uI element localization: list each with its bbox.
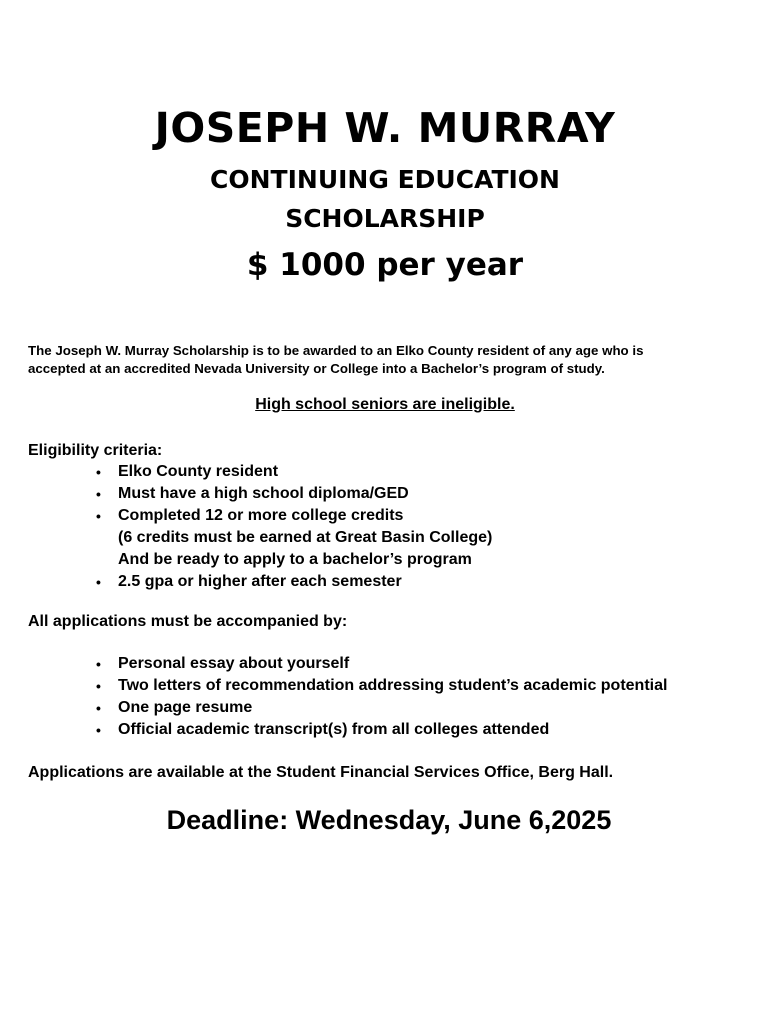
bullet-icon: • bbox=[96, 678, 101, 694]
bullet-icon: • bbox=[96, 464, 101, 480]
accompaniment-list bbox=[0, 653, 667, 741]
bullet-icon: • bbox=[96, 508, 101, 524]
accompaniment-item bbox=[0, 653, 667, 675]
intro-line-2: accepted at an accredited Nevada University or College into a Bachelor’s program of study. bbox=[28, 361, 605, 376]
accompaniment-item-text: One page resume bbox=[118, 699, 253, 716]
eligibility-item-text: Elko County resident bbox=[118, 463, 279, 480]
accompaniment-item-text: Official academic transcript(s) from all colleges attended bbox=[118, 721, 550, 738]
eligibility-item bbox=[0, 505, 492, 571]
eligibility-item bbox=[0, 483, 492, 505]
eligibility-item-note: And be ready to apply to a bachelor’s program bbox=[118, 551, 472, 568]
deadline: Deadline: Wednesday, June 6,2025 bbox=[166, 805, 612, 835]
accompaniment-item bbox=[0, 697, 667, 719]
eligibility-item bbox=[0, 571, 492, 593]
accompaniment-item-text: Two letters of recommendation addressing student’s academic potential bbox=[118, 677, 668, 694]
eligibility-item bbox=[0, 461, 492, 483]
eligibility-item-text: Must have a high school diploma/GED bbox=[118, 485, 409, 502]
eligibility-item-text: Completed 12 or more college credits bbox=[118, 507, 404, 524]
accompaniment-item-text: Personal essay about yourself bbox=[118, 655, 350, 672]
scholarship-title: JOSEPH W. MURRAY bbox=[154, 104, 616, 152]
accompaniment-item bbox=[0, 719, 667, 741]
bullet-icon: • bbox=[96, 656, 101, 672]
ineligible-note: High school seniors are ineligible. bbox=[255, 396, 515, 413]
eligibility-label: Eligibility criteria: bbox=[28, 442, 163, 459]
bullet-icon: • bbox=[96, 722, 101, 738]
award-amount: $ 1000 per year bbox=[246, 247, 524, 283]
bullet-icon: • bbox=[96, 700, 101, 716]
eligibility-item-text: 2.5 gpa or higher after each semester bbox=[118, 573, 402, 590]
intro-line-1: The Joseph W. Murray Scholarship is to be awarded to an Elko County resident of any age who is bbox=[28, 343, 644, 358]
intro-paragraph bbox=[28, 342, 748, 378]
eligibility-list bbox=[0, 461, 492, 593]
eligibility-item-note: (6 credits must be earned at Great Basin College) bbox=[118, 529, 493, 546]
bullet-icon: • bbox=[96, 574, 101, 590]
availability-note: Applications are available at the Student Financial Services Office, Berg Hall. bbox=[28, 764, 614, 781]
accompaniment-label: All applications must be accompanied by: bbox=[28, 613, 348, 630]
accompaniment-item bbox=[0, 675, 667, 697]
bullet-icon: • bbox=[96, 486, 101, 502]
subtitle-line-2: SCHOLARSHIP bbox=[285, 204, 485, 233]
subtitle-line-1: CONTINUING EDUCATION bbox=[210, 165, 560, 194]
